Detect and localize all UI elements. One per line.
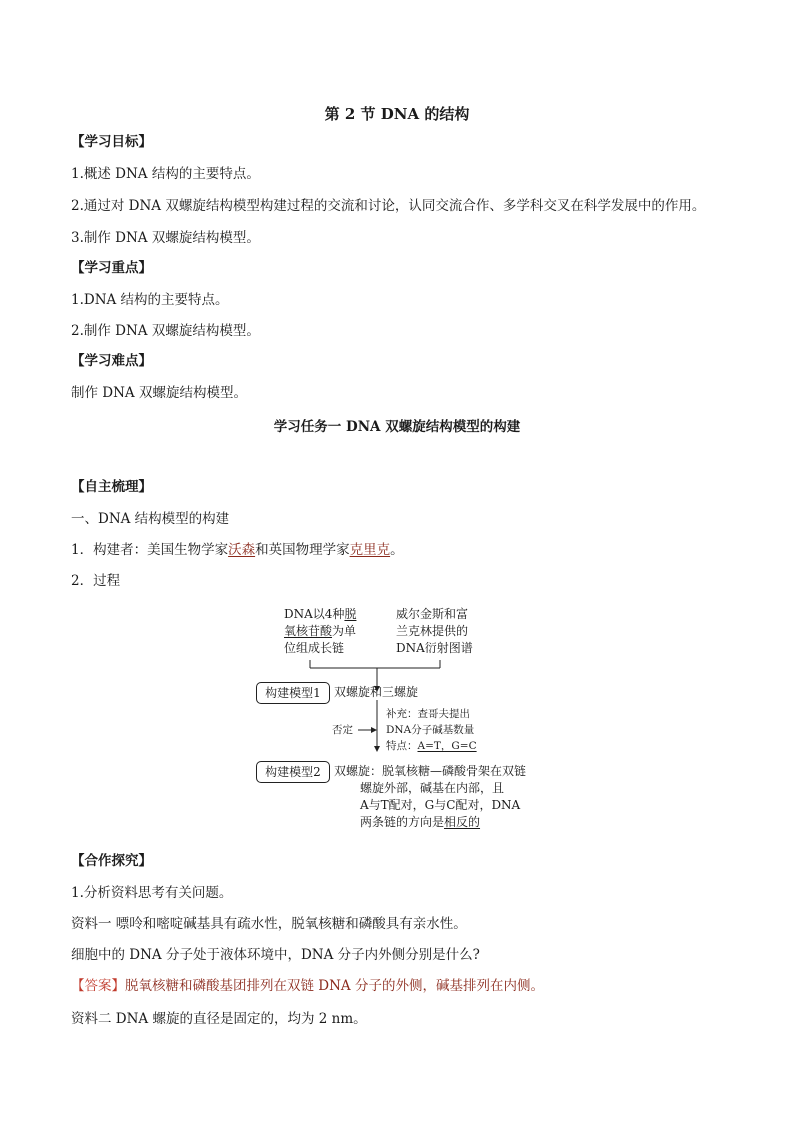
builders-suffix: 。	[390, 542, 404, 558]
model2-desc: 双螺旋：脱氧核糖—磷酸骨架在双链 螺旋外部，碱基在内部，且 A与T配对，G与C配对，DNA 两条链的方向是相反的	[334, 764, 527, 829]
task1-title: 学习任务一 DNA 双螺旋结构模型的构建	[273, 419, 521, 435]
reject-label: 否定	[332, 724, 353, 736]
builders-line	[71, 541, 404, 559]
difficulties-heading: 【学习难点】	[71, 353, 152, 369]
key-point-1: 1.DNA 结构的主要特点。	[71, 292, 229, 308]
diffraction-text: 威尔金斯和富 兰克林提供的 DNA衍射图谱	[396, 607, 473, 655]
model1-desc: 双螺旋和三螺旋	[334, 685, 419, 699]
objective-2: 2.通过对 DNA 双螺旋结构模型构建过程的交流和讨论，认同交流合作、多学科交叉在科学发展中的作用。	[71, 198, 706, 214]
builder-watson: 沃森	[228, 542, 256, 558]
difficulties-text: 制作 DNA 双螺旋结构模型。	[71, 385, 247, 401]
dna-model-flow-diagram	[250, 600, 550, 840]
model2-box: 构建模型2	[256, 761, 330, 783]
material-2: 资料二 DNA 螺旋的直径是固定的，均为 2 nm。	[71, 1011, 367, 1027]
builders-mid: 和英国物理学家	[255, 542, 350, 558]
self-study-section: 一、DNA 结构模型的构建	[71, 511, 230, 527]
supplement-text: 补充：查哥夫提出 DNA分子碱基数量 特点：A=T，G=C	[386, 708, 477, 752]
question-1: 细胞中的 DNA 分子处于液体环境中，DNA 分子内外侧分别是什么?	[71, 947, 480, 963]
cooperation-heading: 【合作探究】	[71, 853, 152, 869]
objective-1: 1.概述 DNA 结构的主要特点。	[71, 166, 260, 182]
cooperation-q1: 1.分析资料思考有关问题。	[71, 885, 233, 901]
page-title: 第 2 节 DNA 的结构	[324, 105, 470, 123]
objective-3: 3.制作 DNA 双螺旋结构模型。	[71, 230, 260, 246]
answer-label: 【答案】	[71, 978, 125, 994]
key-points-heading: 【学习重点】	[71, 260, 152, 276]
dna-chain-text: DNA以4种脱 氧核苷酸为单 位组成长链	[284, 607, 357, 655]
process-label: 2．过程	[71, 573, 121, 589]
builder-crick: 克里克	[349, 542, 391, 558]
objectives-heading: 【学习目标】	[71, 134, 152, 150]
builders-prefix: 1．构建者：美国生物学家	[71, 542, 229, 558]
key-point-2: 2.制作 DNA 双螺旋结构模型。	[71, 323, 260, 339]
self-study-heading: 【自主梳理】	[71, 479, 152, 495]
material-1: 资料一 嘌呤和嘧啶碱基具有疏水性，脱氧核糖和磷酸具有亲水性。	[71, 916, 467, 932]
answer-line	[71, 977, 544, 995]
model1-box: 构建模型1	[256, 682, 330, 704]
answer-text: 脱氧核糖和磷酸基团排列在双链 DNA 分子的外侧，碱基排列在内侧。	[125, 978, 544, 994]
